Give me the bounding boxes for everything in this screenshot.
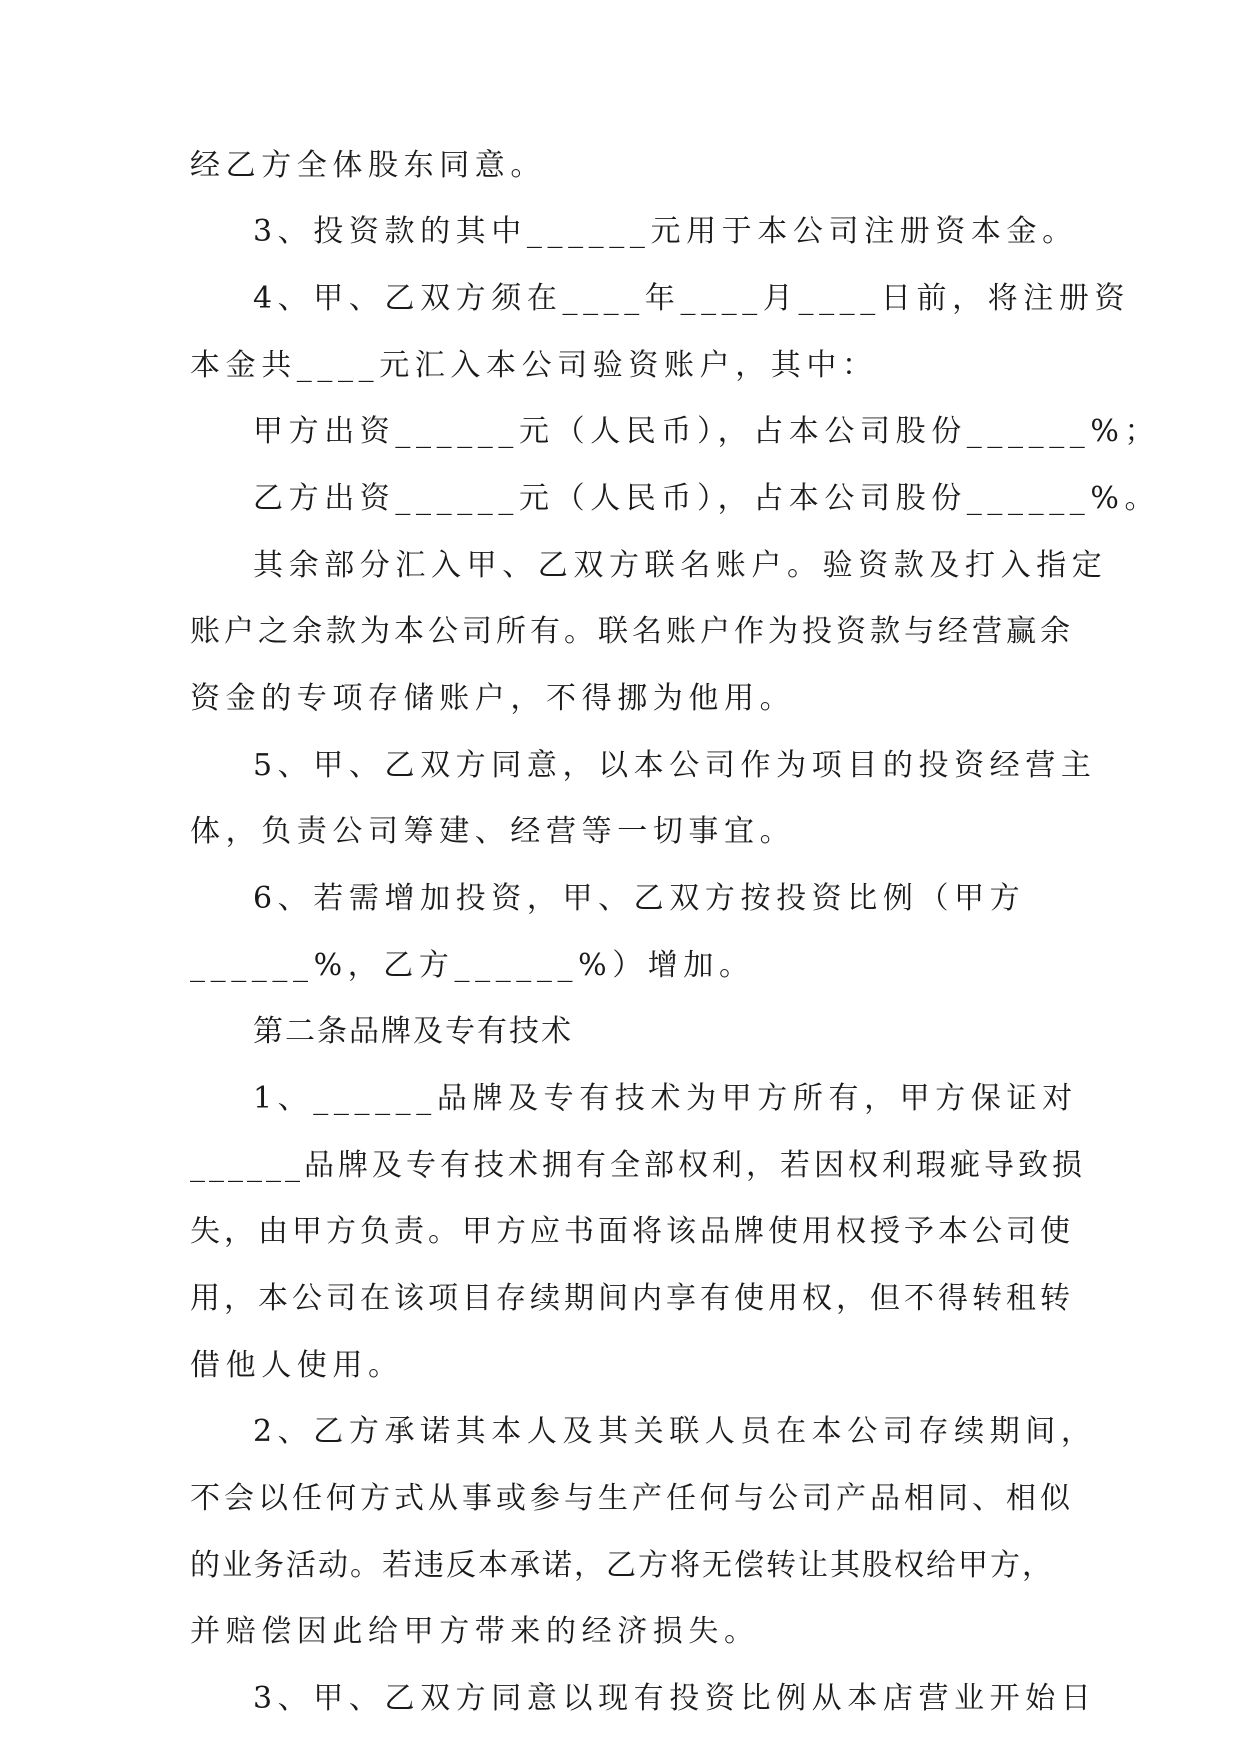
text-line: 用，本公司在该项目存续期间内享有使用权，但不得转租转 [190, 1281, 1074, 1316]
text-line: 失，由甲方负责。甲方应书面将该品牌使用权授予本公司使 [190, 1214, 1074, 1249]
text-line: 不会以任何方式从事或参与生产任何与公司产品相同、相似 [190, 1481, 1074, 1516]
text-line: ______%，乙方______%）增加。 [190, 948, 755, 983]
text-line: 其余部分汇入甲、乙双方联名账户。验资款及打入指定 [253, 548, 1108, 583]
text-line: 3、投资款的其中______元用于本公司注册资本金。 [253, 214, 1078, 249]
text-line: 1、______品牌及专有技术为甲方所有，甲方保证对 [253, 1081, 1078, 1116]
text-line: 乙方出资______元（人民币），占本公司股份______%。 [253, 481, 1161, 516]
text-line: 账户之余款为本公司所有。联名账户作为投资款与经营赢余 [190, 614, 1074, 649]
text-line: 本金共____元汇入本公司验资账户，其中： [190, 348, 878, 383]
text-line: 6、若需增加投资，甲、乙双方按投资比例（甲方 [253, 881, 1026, 916]
text-line: 经乙方全体股东同意。 [190, 148, 546, 183]
text-line: 2、乙方承诺其本人及其关联人员在本公司存续期间， [253, 1414, 1097, 1449]
text-line: 甲方出资______元（人民币），占本公司股份______%； [253, 414, 1161, 449]
text-line: 并赔偿因此给甲方带来的经济损失。 [190, 1614, 760, 1649]
text-line: 3、甲、乙双方同意以现有投资比例从本店营业开始日 [253, 1681, 1097, 1716]
text-line: 体，负责公司筹建、经营等一切事宜。 [190, 814, 796, 849]
text-line: 借他人使用。 [190, 1348, 404, 1383]
text-line: 5、甲、乙双方同意，以本公司作为项目的投资经营主 [253, 748, 1097, 783]
section-heading: 第二条品牌及专有技术 [253, 1014, 573, 1049]
text-line: ______品牌及专有技术拥有全部权利，若因权利瑕疵导致损 [190, 1148, 1086, 1183]
text-line: 的业务活动。若违反本承诺，乙方将无偿转让其股权给甲方， [190, 1548, 1054, 1583]
text-line: 4、甲、乙双方须在____年____月____日前，将注册资 [253, 281, 1131, 316]
text-line: 资金的专项存储账户，不得挪为他用。 [190, 681, 796, 716]
